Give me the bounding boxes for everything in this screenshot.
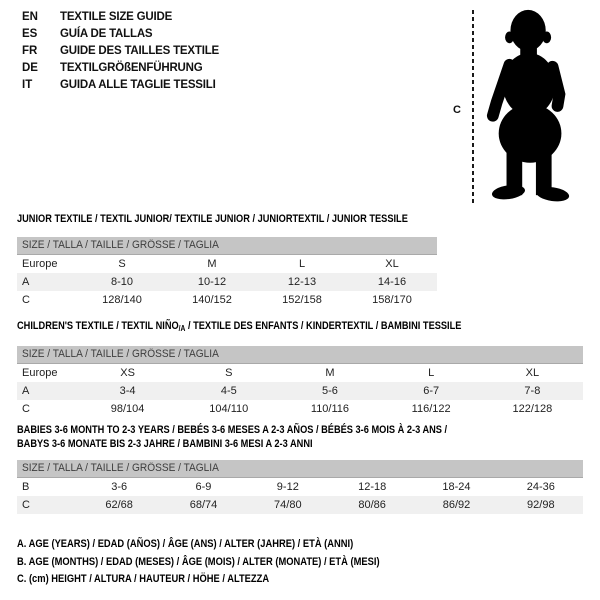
table-row — [17, 478, 583, 496]
cell-value: 110/116 — [310, 403, 350, 415]
children-table-title — [17, 320, 583, 335]
row-label: A — [22, 385, 30, 397]
junior-table-title — [17, 213, 437, 226]
height-measure-label: C — [453, 104, 461, 116]
cell-value: 4-5 — [220, 385, 237, 397]
size-header-text: SIZE / TALLA / TAILLE / GRÖSSE / TAGLIA — [22, 462, 219, 474]
cell-value: 92/98 — [527, 499, 555, 511]
size-header-bar — [17, 237, 437, 255]
row-label: Europe — [22, 367, 58, 379]
language-title: TEXTILE SIZE GUIDE — [60, 11, 173, 23]
cell-value: 9-12 — [276, 481, 299, 493]
height-dashed-line — [472, 10, 474, 206]
junior-size-section — [17, 213, 437, 309]
cell-value: S — [225, 367, 233, 379]
cell-value: 24-36 — [526, 481, 555, 493]
babies-table-title — [17, 423, 583, 451]
table-row — [17, 382, 583, 400]
footnote-text: C. (cm) HEIGHT / ALTURA / HAUTEUR / HÖHE / ALTEZZA — [17, 573, 270, 585]
cell-value: L — [428, 367, 435, 379]
language-title: GUIDE DES TAILLES TEXTILE — [60, 45, 219, 57]
babies-size-grid — [17, 478, 583, 514]
language-title: TEXTILGRÖßENFÜHRUNG — [60, 62, 203, 74]
cell-value: 140/152 — [192, 294, 232, 306]
cell-value: M — [207, 258, 217, 270]
cell-value: 6-7 — [423, 385, 440, 397]
row-label: C — [22, 403, 30, 415]
language-list — [22, 9, 219, 94]
cell-value: XL — [525, 367, 540, 379]
junior-size-grid — [17, 255, 437, 309]
row-label: B — [22, 481, 30, 493]
footnote — [17, 571, 444, 589]
cell-value: 14-16 — [377, 276, 407, 288]
children-table-title-text — [17, 320, 461, 335]
table-row — [17, 400, 583, 418]
language-title: GUÍA DE TALLAS — [60, 28, 153, 40]
language-code: IT — [22, 79, 33, 91]
cell-value: 7-8 — [524, 385, 541, 397]
cell-value: 8-10 — [110, 276, 134, 288]
baby-silhouette-icon — [485, 6, 580, 202]
row-label: C — [22, 294, 30, 306]
cell-value: 3-6 — [111, 481, 128, 493]
language-row — [22, 43, 219, 60]
footnote-text: B. AGE (MONTHS) / EDAD (MESES) / ÂGE (MOIS) / ALTER (MONATE) / ETÀ (MESI) — [17, 555, 380, 568]
cell-value: S — [118, 258, 126, 270]
cell-value: 116/122 — [411, 403, 451, 415]
footnotes — [17, 536, 444, 589]
children-size-section — [17, 320, 583, 418]
language-code: FR — [22, 45, 38, 57]
footnote — [17, 554, 444, 572]
footnote — [17, 536, 444, 554]
table-row — [17, 273, 437, 291]
language-code: ES — [22, 28, 38, 40]
cell-value: 12-13 — [287, 276, 317, 288]
babies-title-line2: BABYS 3-6 MONATE BIS 2-3 JAHRE / BAMBINI 3-6 MESI A 2-3 ANNI — [17, 438, 313, 450]
row-label: Europe — [22, 258, 58, 270]
language-code: DE — [22, 62, 38, 74]
language-row — [22, 77, 219, 94]
cell-value: 86/92 — [442, 499, 471, 511]
cell-value: 128/140 — [102, 294, 142, 306]
language-row — [22, 9, 219, 26]
children-title-suffix: / TEXTILE DES ENFANTS / KINDERTEXTIL / BAMBINI TESSILE — [185, 320, 462, 332]
cell-value: 104/110 — [209, 403, 249, 415]
cell-value: 158/170 — [372, 294, 412, 306]
cell-value: 68/74 — [189, 499, 218, 511]
children-title-prefix: CHILDREN'S TEXTILE / TEXTIL NIÑO — [17, 320, 179, 332]
table-row — [17, 255, 437, 273]
cell-value: XS — [120, 367, 135, 379]
table-row — [17, 291, 437, 309]
row-label: A — [22, 276, 30, 288]
footnote-text: A. AGE (YEARS) / EDAD (AÑOS) / ÂGE (ANS) / ALTER (JAHRE) / ETÀ (ANNI) — [17, 538, 354, 550]
cell-value: 18-24 — [442, 481, 471, 493]
language-row — [22, 60, 219, 77]
cell-value: 152/158 — [282, 294, 322, 306]
cell-value: 122/128 — [512, 403, 553, 415]
language-code: EN — [22, 11, 38, 23]
table-row — [17, 364, 583, 382]
size-header-text: SIZE / TALLA / TAILLE / GRÖSSE / TAGLIA — [22, 239, 219, 251]
cell-value: 74/80 — [274, 499, 302, 511]
cell-value: XL — [385, 258, 399, 270]
cell-value: M — [325, 367, 335, 379]
size-header-text: SIZE / TALLA / TAILLE / GRÖSSE / TAGLIA — [22, 348, 219, 360]
children-title-subscript: /A — [178, 324, 186, 333]
cell-value: 62/68 — [105, 499, 133, 511]
cell-value: 80/86 — [358, 499, 386, 511]
babies-title-line1: BABIES 3-6 MONTH TO 2-3 YEARS / BEBÉS 3-6 MESES A 2-3 AÑOS / BÉBÉS 3-6 MOIS À 2-3 ANS / — [17, 424, 448, 436]
cell-value: 6-9 — [195, 481, 212, 493]
size-header-bar — [17, 460, 583, 478]
cell-value: 98/104 — [110, 403, 145, 415]
cell-value: 12-18 — [358, 481, 387, 493]
language-row — [22, 26, 219, 43]
children-size-grid — [17, 364, 583, 418]
size-header-bar — [17, 346, 583, 364]
cell-value: 5-6 — [322, 385, 338, 397]
cell-value: 10-12 — [197, 276, 227, 288]
table-row — [17, 496, 583, 514]
row-label: C — [22, 499, 30, 511]
junior-table-title-text: JUNIOR TEXTILE / TEXTIL JUNIOR/ TEXTILE JUNIOR / JUNIORTEXTIL / JUNIOR TESSILE — [17, 213, 408, 225]
language-title: GUIDA ALLE TAGLIE TESSILI — [60, 79, 216, 91]
cell-value: L — [298, 258, 306, 270]
cell-value: 3-4 — [119, 385, 136, 397]
babies-size-section — [17, 423, 583, 514]
